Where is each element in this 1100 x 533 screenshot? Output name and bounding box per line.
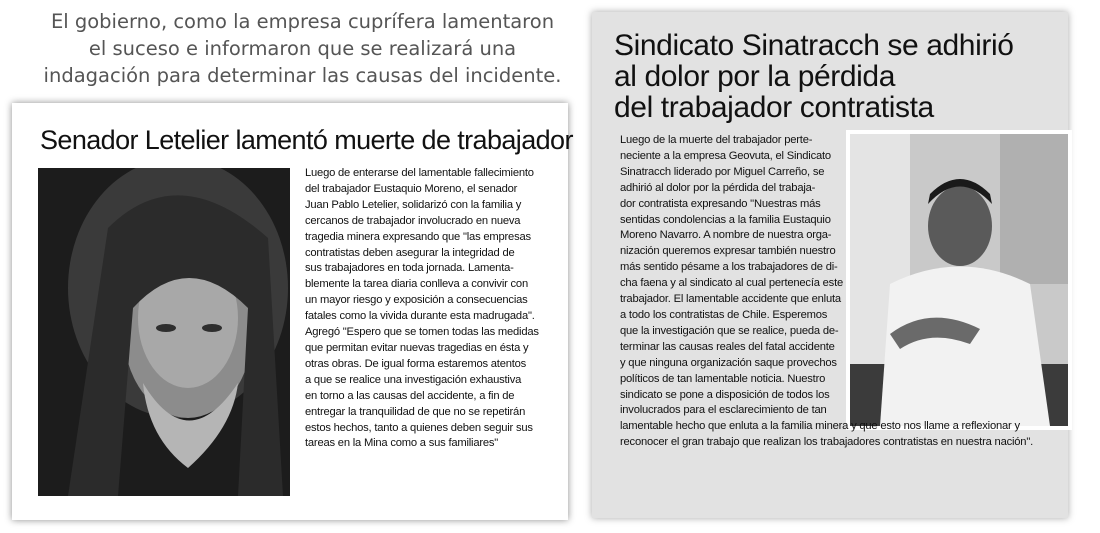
- body-line: que permitan evitar nuevas tragedias en ésta y: [305, 341, 529, 354]
- body-line: fatales como la vivida durante esta madrugada".: [305, 310, 535, 323]
- body-line: en torno a las causas del accidente, a fin de: [305, 389, 515, 402]
- senator-portrait-image: [38, 168, 290, 496]
- body-line: otras obras. De igual forma estaremos atentos: [305, 357, 527, 370]
- pullquote-line: el suceso e informaron que se realizará una: [88, 37, 517, 60]
- body-line: contratistas deben asegurar la integridad de: [305, 246, 515, 259]
- body-line: un mayor riesgo y exposición a consecuencias: [305, 294, 528, 307]
- headline-line: Sindicato Sinatracch se adhirió: [614, 29, 1014, 62]
- body-line: blemente la tarea diaria conlleva a convivir con: [305, 278, 528, 291]
- body-line: sus trabajadores en toda jornada. Lamenta-: [305, 262, 514, 275]
- right-article-box: [592, 12, 1068, 518]
- pullquote-line: indagación para determinar las causas del incidente.: [43, 64, 562, 87]
- body-line-full: reconocer el gran trabajo que realizan los trabajadores contratistas en nuestra nación".: [620, 436, 1033, 449]
- body-line: políticos de tan lamentable noticia. Nuestro: [620, 372, 826, 385]
- body-line: Sinatracch liderado por Miguel Carreño, se: [620, 165, 825, 178]
- body-line: que la investigación que se realice, pueda de-: [620, 324, 839, 337]
- body-line: Moreno Navarro. A nombre de nuestra orga-: [620, 229, 832, 242]
- body-line: Juan Pablo Letelier, solidarizó con la familia y: [305, 198, 522, 211]
- body-line: a que se realice una investigación exhaustiva: [305, 373, 522, 386]
- body-line: nización queremos expresar también nuestro: [620, 245, 836, 258]
- body-line: a todo los contratistas de Chile. Esperemos: [620, 308, 828, 321]
- body-line: Agregó "Espero que se tomen todas las medidas: [305, 326, 539, 339]
- body-line: del trabajador Eustaquio Moreno, el senador: [305, 182, 518, 195]
- body-line: Luego de enterarse del lamentable fallecimiento: [305, 167, 534, 179]
- pullquote: [30, 8, 575, 89]
- left-article-headline: Senador Letelier lamentó muerte de trabajador: [40, 125, 573, 155]
- headline-line: al dolor por la pérdida: [614, 60, 895, 93]
- body-line: tareas en la Mina como a sus familiares": [305, 437, 499, 450]
- body-line: neciente a la empresa Geovuta, el Sindicato: [620, 149, 831, 162]
- body-line: dor contratista expresando "Nuestras más: [620, 197, 821, 210]
- body-line: involucrados para el esclarecimiento de tan: [620, 404, 827, 417]
- body-line: Luego de la muerte del trabajador perte-: [620, 134, 813, 146]
- pullquote-line: El gobierno, como la empresa cuprífera lamentaron: [50, 10, 555, 33]
- left-article-body: [305, 166, 553, 452]
- right-article-body: [620, 133, 1033, 451]
- body-line: terminar las causas reales del fatal accidente: [620, 340, 835, 353]
- headline-line: del trabajador contratista: [614, 91, 934, 124]
- right-article-headline: [614, 30, 1014, 123]
- body-line-full: lamentable hecho que enluta a la familia minera y que esto nos llame a reflexionar y: [620, 420, 1020, 433]
- body-line: adhirió al dolor por la pérdida del trabaja-: [620, 181, 816, 194]
- body-line: trabajador. El lamentable accidente que enluta: [620, 293, 841, 306]
- body-line: cercanos de trabajador involucrado en nueva: [305, 214, 521, 227]
- body-line: estos hechos, tanto a quienes deben seguir sus: [305, 421, 533, 434]
- body-line: sindicato se pone a disposición de todos los: [620, 388, 830, 401]
- body-line: entregar la tranquilidad de que no se repetirán: [305, 405, 526, 418]
- body-line: más sentido pésame a los trabajadores de di-: [620, 261, 838, 274]
- body-line: y que ninguna organización saque provechos: [620, 356, 837, 369]
- left-article-box: [12, 103, 573, 520]
- body-line: cha faena y al sindicato al cual pertenecía este: [620, 277, 843, 290]
- body-line: sentidas condolencias a la familia Eustaquio: [620, 213, 831, 226]
- senator-photo: [38, 168, 290, 496]
- body-line: tragedia minera expresando que "las empresas: [305, 230, 531, 243]
